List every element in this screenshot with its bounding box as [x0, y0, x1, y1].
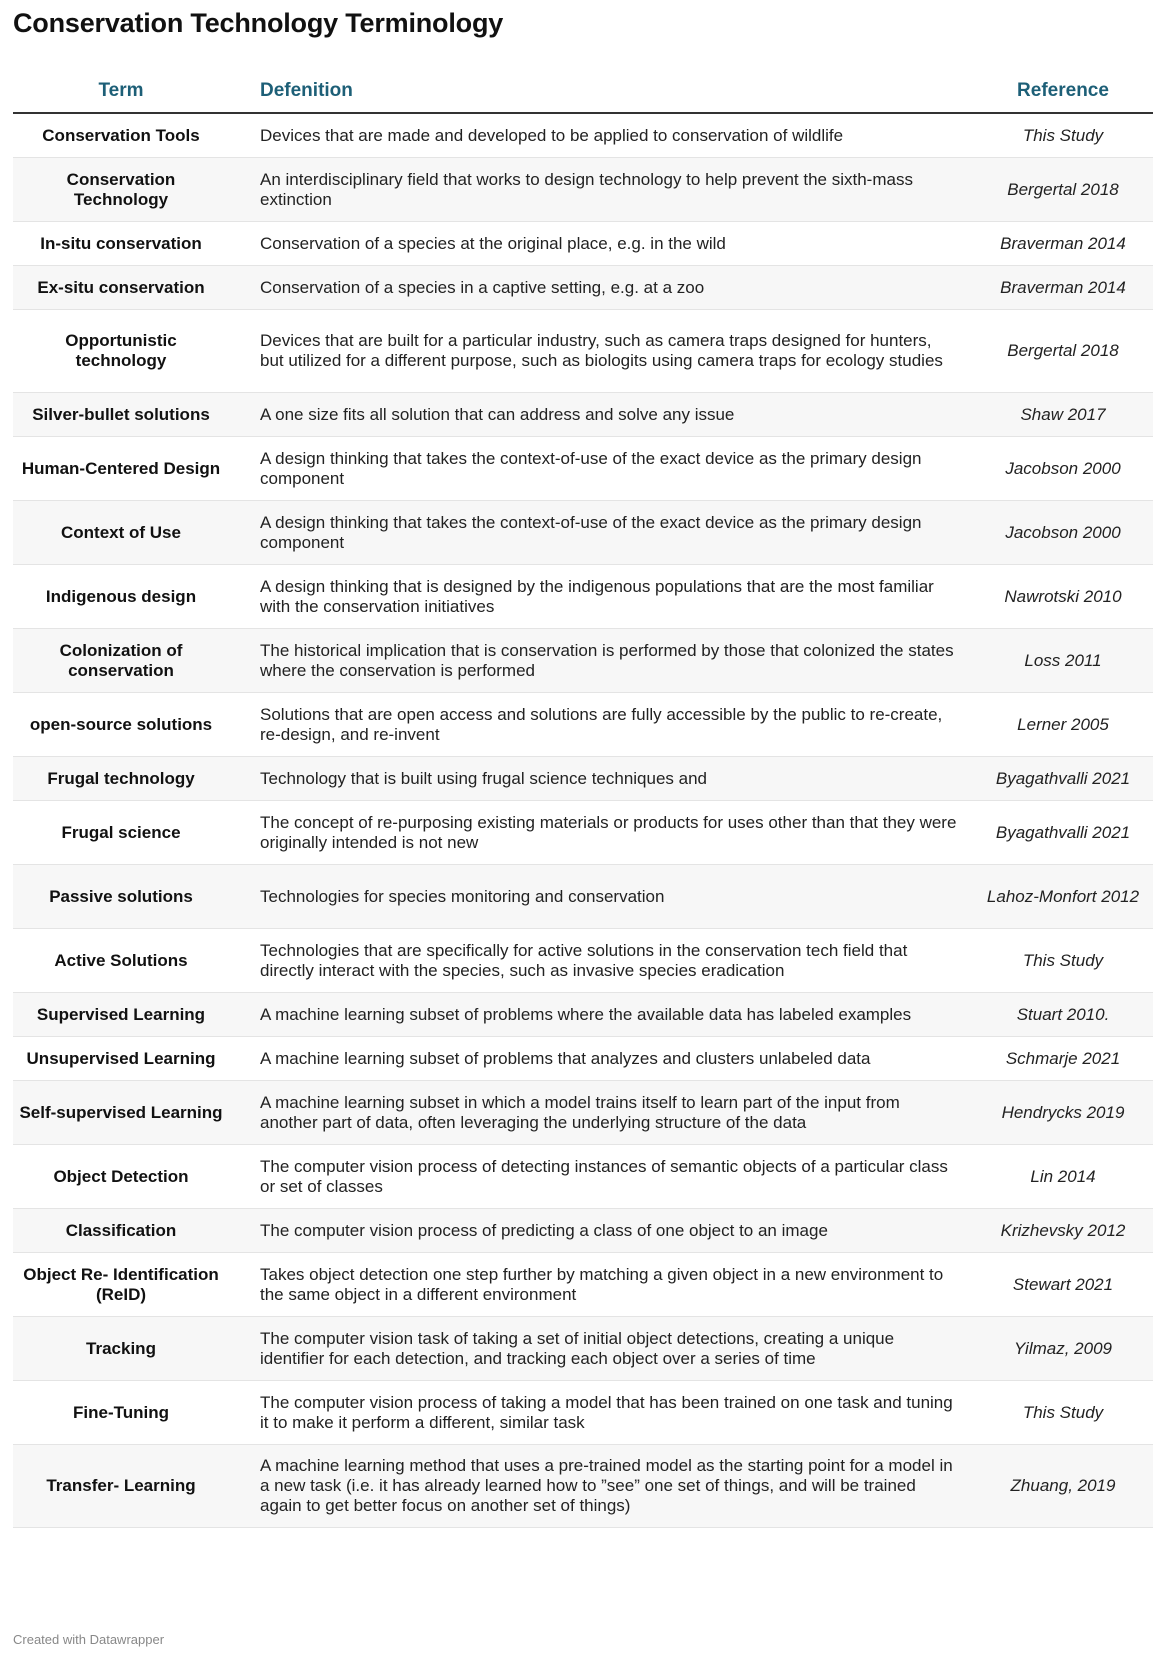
- reference-cell: Nawrotski 2010: [1004, 586, 1122, 606]
- reference-cell: This Study: [1022, 1402, 1104, 1422]
- table-row: [13, 1381, 1153, 1445]
- term-cell: Active Solutions: [54, 950, 188, 970]
- table-row: [13, 929, 1153, 993]
- reference-cell: This Study: [1022, 125, 1104, 145]
- term-cell: Passive solutions: [49, 886, 193, 906]
- definition-cell: Devices that are made and developed to be applied to conservation of wildlife: [260, 125, 844, 145]
- term-cell: Frugal science: [61, 822, 181, 842]
- table-row: [13, 993, 1153, 1037]
- table-row: [13, 801, 1153, 865]
- term-cell: Fine-Tuning: [73, 1402, 169, 1422]
- reference-cell: Stuart 2010.: [1016, 1004, 1110, 1024]
- column-header-reference[interactable]: Reference: [1017, 80, 1109, 101]
- definition-cell: A machine learning subset of problems where the available data has labeled examples: [260, 1004, 912, 1024]
- terminology-table: [13, 70, 1153, 1528]
- table-row: [13, 266, 1153, 310]
- reference-cell: Loss 2011: [1024, 650, 1102, 670]
- table-row: [13, 310, 1153, 393]
- definition-cell: A machine learning method that uses a pre-trained model as the starting point for a model in a new task (i.e. it has already learned how to ”see” one set of things, and will be trained again to get better focus on another set of things): [260, 1456, 953, 1515]
- definition-cell: Takes object detection one step further by matching a given object in a new environment to the same object in a different environment: [260, 1264, 944, 1304]
- definition-cell: The computer vision task of taking a set of initial object detections, creating a unique identifier for each detection, and tracking each object over a series of time: [260, 1328, 895, 1368]
- reference-cell: Braverman 2014: [1000, 277, 1126, 297]
- term-cell: Opportunistic technology: [65, 331, 177, 370]
- definition-cell: Technology that is built using frugal science techniques and: [260, 768, 708, 788]
- definition-cell: Devices that are built for a particular industry, such as camera traps designed for hunters, but utilized for a different purpose, such as biologits using camera traps for ecology studies: [260, 331, 943, 370]
- table-row: [13, 158, 1153, 222]
- reference-cell: Shaw 2017: [1020, 404, 1106, 424]
- definition-cell: The computer vision process of detecting instances of semantic objects of a particular class or set of classes: [260, 1156, 948, 1196]
- table-row: [13, 1145, 1153, 1209]
- reference-cell: Jacobson 2000: [1005, 458, 1121, 478]
- reference-cell: Lahoz-Monfort 2012: [986, 886, 1140, 906]
- term-cell: Ex-situ conservation: [37, 277, 205, 297]
- table-row: [13, 1445, 1153, 1528]
- term-cell: Human-Centered Design: [21, 458, 221, 478]
- term-cell: Classification: [65, 1220, 177, 1240]
- term-cell: Supervised Learning: [36, 1004, 206, 1024]
- term-cell: Conservation Technology: [66, 169, 176, 209]
- definition-cell: The computer vision process of taking a model that has been trained on one task and tuning it to make it perform a different, similar task: [260, 1392, 953, 1432]
- definition-cell: A design thinking that takes the context-of-use of the exact device as the primary design component: [260, 448, 922, 488]
- term-cell: In-situ conservation: [40, 233, 202, 253]
- table-row: [13, 501, 1153, 565]
- table-row: [13, 1037, 1153, 1081]
- reference-cell: Zhuang, 2019: [1010, 1476, 1116, 1495]
- reference-cell: Bergertal 2018: [1007, 179, 1119, 199]
- table-row: [13, 1081, 1153, 1145]
- term-cell: Context of Use: [61, 522, 181, 542]
- table-row: [13, 1317, 1153, 1381]
- table-row: [13, 693, 1153, 757]
- table-row: [13, 565, 1153, 629]
- term-cell: Transfer- Learning: [46, 1476, 196, 1495]
- term-cell: Silver-bullet solutions: [32, 404, 210, 424]
- reference-cell: Krizhevsky 2012: [1000, 1220, 1126, 1240]
- definition-cell: Conservation of a species in a captive setting, e.g. at a zoo: [260, 277, 705, 297]
- term-cell: Indigenous design: [45, 586, 197, 606]
- table-row: [13, 865, 1153, 929]
- definition-cell: The concept of re-purposing existing materials or products for uses other than that they were originally intended is not new: [260, 812, 957, 852]
- term-cell: Conservation Tools: [42, 125, 200, 145]
- definition-cell: A design thinking that is designed by the indigenous populations that are the most familiar with the conservation initiatives: [260, 576, 934, 616]
- table-body: [13, 114, 1153, 1528]
- table-header: [13, 70, 1153, 114]
- table-row: [13, 1253, 1153, 1317]
- footer-credit: Created with Datawrapper: [13, 1632, 165, 1647]
- reference-cell: Lerner 2005: [1017, 714, 1109, 734]
- table-row: [13, 1209, 1153, 1253]
- reference-cell: Braverman 2014: [1000, 233, 1126, 253]
- definition-cell: The historical implication that is conservation is performed by those that colonized the states where the conservation is performed: [260, 640, 954, 680]
- term-cell: Colonization of conservation: [59, 640, 183, 680]
- table-row: [13, 757, 1153, 801]
- column-header-definition[interactable]: Defenition: [260, 80, 353, 101]
- term-cell: Tracking: [86, 1338, 156, 1358]
- term-cell: Object Detection: [53, 1166, 189, 1186]
- reference-cell: Bergertal 2018: [1007, 341, 1119, 360]
- reference-cell: This Study: [1022, 950, 1104, 970]
- term-cell: Unsupervised Learning: [26, 1048, 216, 1068]
- definition-cell: Conservation of a species at the original place, e.g. in the wild: [260, 233, 726, 253]
- term-cell: Self-supervised Learning: [19, 1102, 223, 1122]
- table-row: [13, 393, 1153, 437]
- reference-cell: Lin 2014: [1030, 1166, 1096, 1186]
- definition-cell: A machine learning subset of problems that analyzes and clusters unlabeled data: [260, 1048, 871, 1068]
- reference-cell: Jacobson 2000: [1005, 522, 1121, 542]
- reference-cell: Byagathvalli 2021: [995, 822, 1131, 842]
- definition-cell: A one size fits all solution that can address and solve any issue: [260, 404, 735, 424]
- definition-cell: Solutions that are open access and solutions are fully accessible by the public to re-create, re-design, and re-invent: [260, 704, 943, 744]
- table-row: [13, 222, 1153, 266]
- table-row: [13, 629, 1153, 693]
- definition-cell: A machine learning subset in which a model trains itself to learn part of the input from another part of data, often leveraging the underlying structure of the data: [260, 1092, 900, 1132]
- term-cell: Frugal technology: [47, 768, 195, 788]
- table-row: [13, 114, 1153, 158]
- definition-cell: An interdisciplinary field that works to design technology to help prevent the sixth-mass extinction: [260, 169, 913, 209]
- reference-cell: Schmarje 2021: [1005, 1048, 1121, 1068]
- term-cell: open-source solutions: [29, 714, 213, 734]
- definition-cell: Technologies that are specifically for active solutions in the conservation tech field that directly interact with the species, such as invasive species eradication: [260, 940, 908, 980]
- reference-cell: Hendrycks 2019: [1001, 1102, 1125, 1122]
- reference-cell: Stewart 2021: [1012, 1274, 1114, 1294]
- term-cell: Object Re- Identification (ReID): [23, 1264, 219, 1304]
- reference-cell: Byagathvalli 2021: [995, 768, 1131, 788]
- definition-cell: Technologies for species monitoring and conservation: [260, 886, 665, 906]
- definition-cell: The computer vision process of predicting a class of one object to an image: [260, 1220, 828, 1240]
- column-header-term[interactable]: Term: [98, 80, 144, 101]
- reference-cell: Yilmaz, 2009: [1014, 1338, 1112, 1358]
- table-row: [13, 437, 1153, 501]
- page-title: Conservation Technology Terminology: [13, 8, 504, 38]
- definition-cell: A design thinking that takes the context-of-use of the exact device as the primary design component: [260, 512, 922, 552]
